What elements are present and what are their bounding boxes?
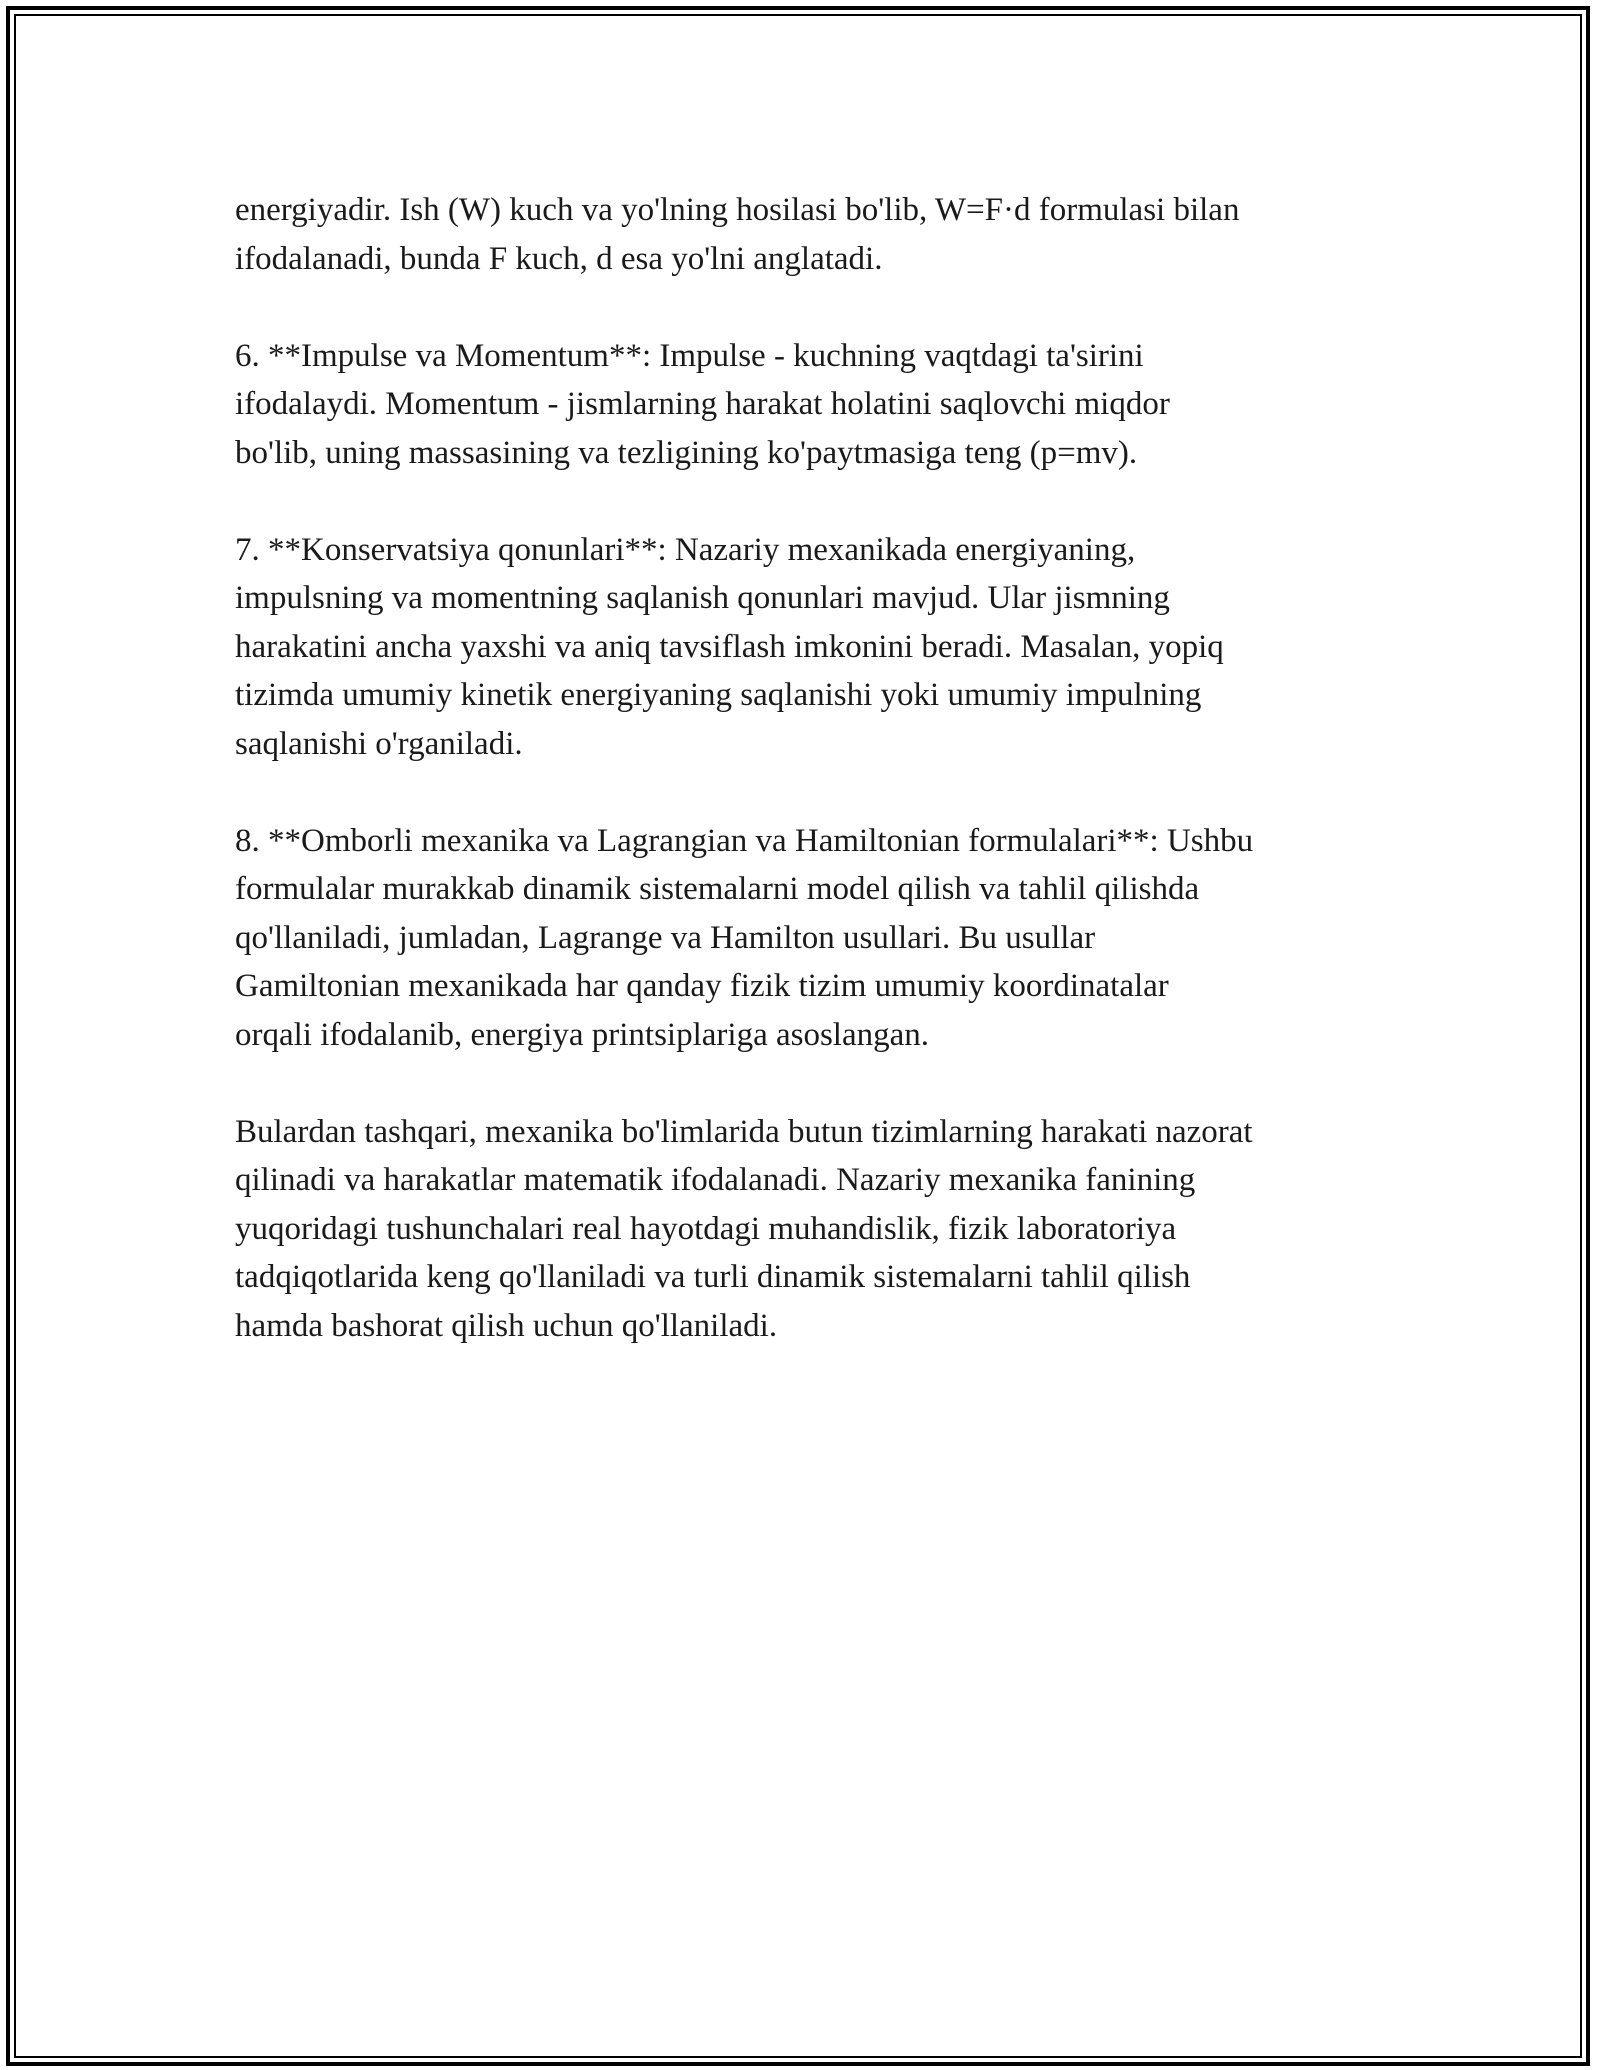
text-line: 6. **Impulse va Momentum**: Impulse - kuchning vaqtdagi ta'sirini	[235, 337, 1144, 374]
text-line: tizimda umumiy kinetik energiyaning saqlanishi yoki umumiy impulning	[235, 677, 1202, 713]
text-line: saqlanishi o'rganiladi.	[235, 725, 523, 762]
paragraph-impulse-momentum	[235, 332, 1385, 478]
text-line: formulalar murakkab dinamik sistemalarni model qilish va tahlil qilishda	[235, 871, 1200, 907]
text-line: yuqoridagi tushunchalari real hayotdagi muhandislik, fizik laboratoriya	[235, 1210, 1177, 1247]
text-line: impulsning va momentning saqlanish qonunlari mavjud. Ular jismning	[235, 580, 1170, 616]
paragraph-lagrangian-hamiltonian	[235, 817, 1385, 1060]
text-line: orqali ifodalanib, energiya printsiplariga asoslangan.	[235, 1016, 930, 1053]
text-line: Bulardan tashqari, mexanika bo'limlarida butun tizimlarning harakati nazorat	[235, 1113, 1253, 1150]
text-line: bo'lib, uning massasining va tezligining ko'paytmasiga teng (p=mv).	[235, 434, 1138, 471]
paragraph-conservation-laws	[235, 526, 1385, 769]
text-line: ifodalaydi. Momentum - jismlarning harakat holatini saqlovchi miqdor	[235, 386, 1170, 422]
text-line: energiyadir. Ish (W) kuch va yo'lning hosilasi bo'lib, W=F·d formulasi bilan	[235, 192, 1240, 228]
text-line: Gamiltonian mexanikada har qanday fizik tizim umumiy koordinatalar	[235, 968, 1169, 1004]
text-line: tadqiqotlarida keng qo'llaniladi va turli dinamik sistemalarni tahlil qilish	[235, 1259, 1191, 1295]
text-line: 7. **Konservatsiya qonunlari**: Nazariy mexanikada energiyaning,	[235, 531, 1136, 568]
text-line: hamda bashorat qilish uchun qo'llaniladi.	[235, 1307, 778, 1344]
document-body	[235, 186, 1385, 1399]
paragraph-conclusion	[235, 1108, 1385, 1351]
text-line: harakatini ancha yaxshi va aniq tavsiflash imkonini beradi. Masalan, yopiq	[235, 628, 1224, 665]
text-line: qilinadi va harakatlar matematik ifodalanadi. Nazariy mexanika fanining	[235, 1162, 1196, 1198]
text-line: qo'llaniladi, jumladan, Lagrange va Hamilton usullari. Bu usullar	[235, 919, 1096, 956]
paragraph-work-energy	[235, 186, 1385, 283]
text-line: ifodalanadi, bunda F kuch, d esa yo'lni anglatadi.	[235, 240, 883, 277]
text-line: 8. **Omborli mexanika va Lagrangian va Hamiltonian formulalari**: Ushbu	[235, 822, 1254, 859]
